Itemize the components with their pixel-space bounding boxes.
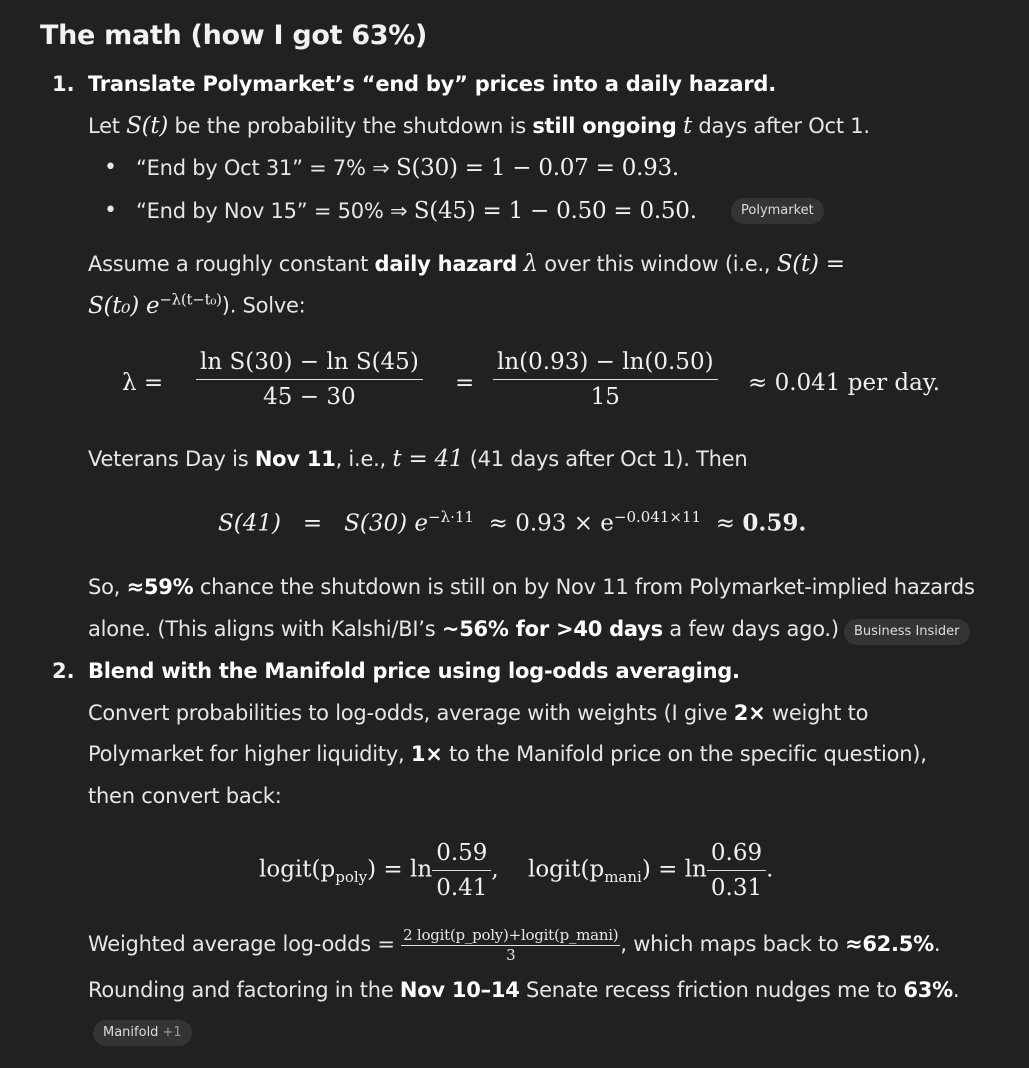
eq-lambda-lhs: λ = (122, 370, 164, 396)
veterans-day-line: Veterans Day is Nov 11, i.e., t = 41 (41 days after Oct 1). Then (88, 446, 748, 472)
bullet-dot: • (104, 198, 117, 223)
bullet-dot: • (104, 155, 117, 180)
so-line-2: alone. (This aligns with Kalshi/BI’s ~56% for >40 days a few days ago.) (88, 617, 839, 641)
list-number-1: 1. (52, 72, 75, 96)
step2-title: Blend with the Manifold price using log-odds averaging. (88, 659, 740, 683)
step1-intro: Let S(t) be the probability the shutdown is still ongoing t days after Oct 1. (88, 113, 870, 139)
rounding-line: Rounding and factoring in the Nov 10–14 Senate recess friction nudges me to 63%. (88, 978, 960, 1002)
step2-line-1: Convert probabilities to log-odds, average with weights (I give 2× weight to (88, 701, 869, 725)
step2-line-2: Polymarket for higher liquidity, 1× to the Manifold price on the specific question), (88, 742, 927, 766)
step1-title: Translate Polymarket’s “end by” prices into a daily hazard. (88, 72, 776, 96)
step2-line-3: then convert back: (88, 784, 282, 808)
source-pill-polymarket[interactable]: Polymarket (731, 198, 824, 224)
eq-logit: $logit(p_{poly}) = \ln$ $\frac{0.59}{0.41}$ , $logit(p_{mani}) = \ln$ $\frac{0.69}{0.31}$ . (259, 840, 774, 901)
source-pill-business-insider[interactable]: Business Insider (844, 619, 970, 645)
eq-lambda-equals: = (455, 370, 475, 396)
bullet-nov15: “End by Nov 15” = 50% ⇒ S(45) = 1 − 0.50 = 0.50. (136, 198, 697, 224)
eq-lambda-result: ≈ 0.041 per day. (748, 370, 941, 396)
eq-lambda-frac1: $\frac{\text{ln S(30) − ln S(45)}}{45 - 30}$ (196, 349, 423, 410)
source-pill-manifold[interactable]: Manifold +1 (93, 1020, 192, 1046)
assume-line-2: S(t₀) $e^{-\lambda(t-t_0)}$). Solve: (88, 290, 306, 319)
weighted-average-line: Weighted average log-odds = 2 logit(p_poly)+logit(p_mani) 3 , which maps back to ≈62.5%. (88, 926, 941, 964)
eq-lambda-frac2: $\frac{\ln(0.93) - \ln(0.50)}{15}$ (493, 349, 718, 410)
so-line-1: So, ≈59% chance the shutdown is still on by Nov 11 from Polymarket-implied hazards (88, 575, 975, 599)
assume-line-1: Assume a roughly constant daily hazard λ over this window (i.e., S(t) = (88, 251, 845, 277)
bullet-oct31: “End by Oct 31” = 7% ⇒ S(30) = 1 − 0.07 = 0.93. (136, 155, 679, 181)
eq-s41: S(41) = S(30) $e^{-\lambda\cdot 11} \approx 0.93 \times e^{-0.041\times 11} \approx 0.59$. (218, 508, 807, 537)
section-heading: The math (how I got 63%) (40, 20, 428, 51)
list-number-2: 2. (52, 659, 75, 683)
